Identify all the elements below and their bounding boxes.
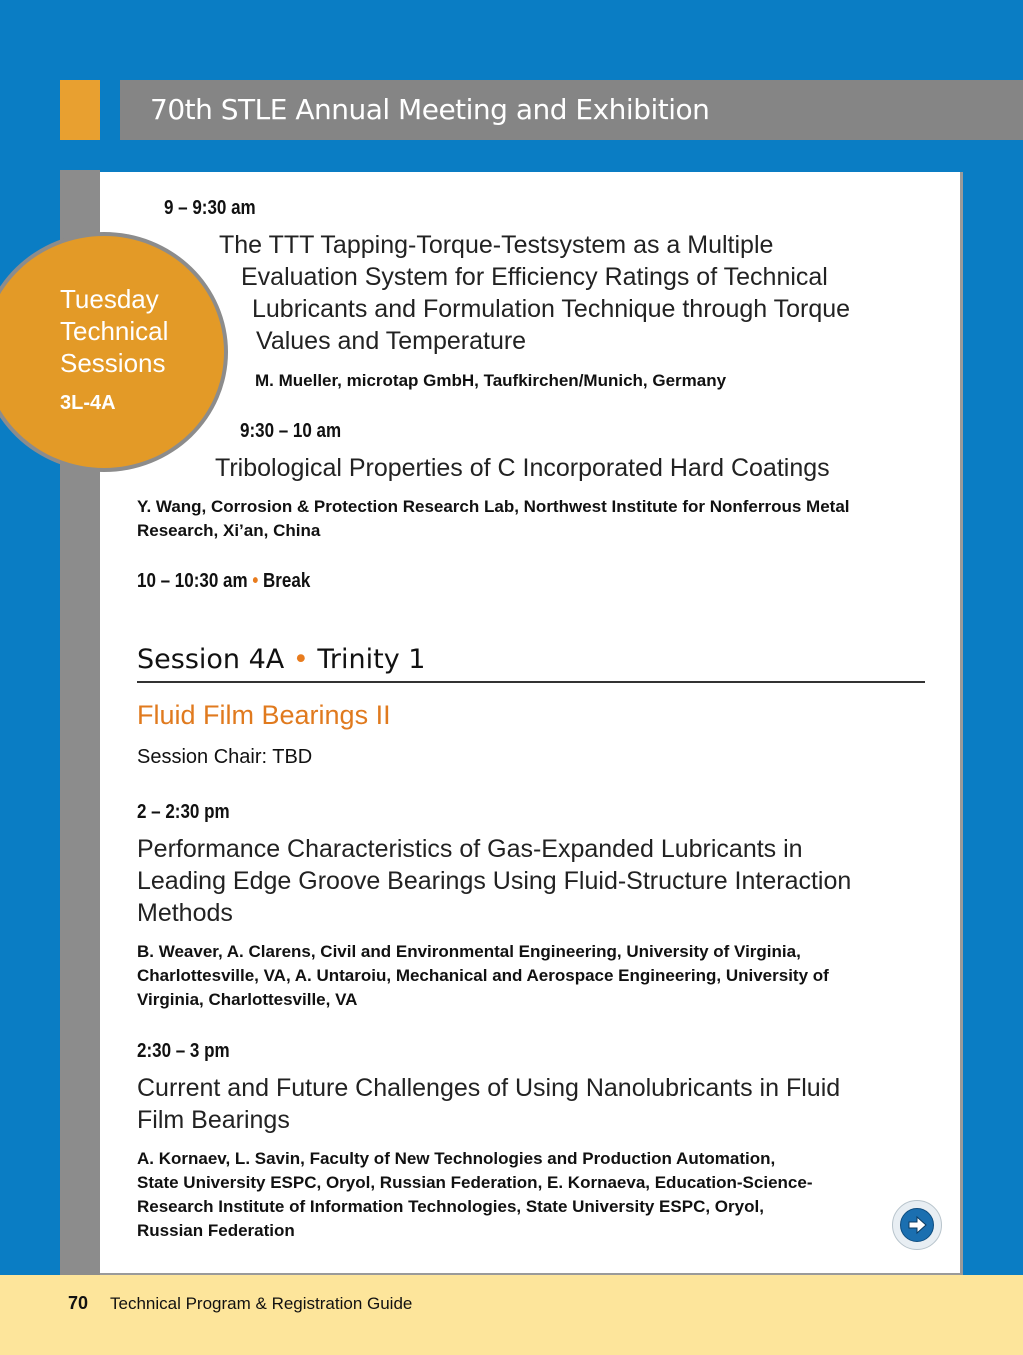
talk-title-line: Performance Characteristics of Gas-Expanded Lubricants in <box>137 835 803 863</box>
talk-authors-line: Russian Federation <box>137 1221 295 1240</box>
talk-title-line: Tribological Properties of C Incorporated Hard Coatings <box>215 454 830 482</box>
section-divider <box>137 681 925 683</box>
talk-authors-line: Virginia, Charlottesville, VA <box>137 990 358 1009</box>
page-header <box>120 80 1023 140</box>
talk-authors-line: Research Institute of Information Technologies, State University ESPC, Oryol, <box>137 1197 764 1216</box>
session-chair: Session Chair: TBD <box>137 746 313 768</box>
talk-title-line: Evaluation System for Efficiency Ratings of Technical <box>241 263 828 291</box>
header-title: 70th STLE Annual Meeting and Exhibition <box>150 93 710 126</box>
talk-time: 9:30 – 10 am <box>240 420 342 442</box>
talk-title-line: Film Bearings <box>137 1106 290 1134</box>
badge-title: Tuesday Technical Sessions <box>60 284 169 378</box>
break-time: 10 – 10:30 am <box>137 570 248 592</box>
talk-authors-line: B. Weaver, A. Clarens, Civil and Environmental Engineering, University of Virginia, <box>137 942 801 961</box>
talk-authors-line: Charlottesville, VA, A. Untaroiu, Mechanical and Aerospace Engineering, University of <box>137 966 829 985</box>
footer-title: Technical Program & Registration Guide <box>110 1294 413 1313</box>
talk-time: 2:30 – 3 pm <box>137 1040 230 1062</box>
talk-title-line: The TTT Tapping-Torque-Testsystem as a Multiple <box>219 231 774 259</box>
badge-code: 3L-4A <box>60 392 116 414</box>
talk-authors-line: Y. Wang, Corrosion & Protection Research Lab, Northwest Institute for Nonferrous Metal <box>137 497 850 516</box>
session-topic: Fluid Film Bearings II <box>137 700 391 730</box>
bullet: • <box>252 570 259 592</box>
talk-time: 2 – 2:30 pm <box>137 801 230 823</box>
talk-title-line: Values and Temperature <box>256 327 527 355</box>
bullet: • <box>292 644 309 675</box>
talk-authors-line: State University ESPC, Oryol, Russian Federation, E. Kornaeva, Education-Science- <box>137 1173 813 1192</box>
session-room: Trinity 1 <box>317 644 426 675</box>
next-page-button[interactable] <box>892 1200 942 1250</box>
break-label: Break <box>263 570 311 592</box>
page-number: 70 <box>68 1293 89 1313</box>
header-accent <box>60 80 100 140</box>
talk-title-line: Methods <box>137 899 233 927</box>
talk-time: 9 – 9:30 am <box>164 197 256 219</box>
talk-authors-line: A. Kornaev, L. Savin, Faculty of New Technologies and Production Automation, <box>137 1149 776 1168</box>
talk-authors-line: M. Mueller, microtap GmbH, Taufkirchen/Munich, Germany <box>255 371 727 390</box>
talk-title-line: Lubricants and Formulation Technique through Torque <box>252 295 851 323</box>
break-row <box>137 570 310 593</box>
session-heading <box>137 644 425 675</box>
talk-authors-line: Research, Xi’an, China <box>137 521 321 540</box>
page-footer <box>0 1275 1023 1355</box>
arrow-right-icon <box>900 1208 934 1242</box>
talk-title-line: Leading Edge Groove Bearings Using Fluid-Structure Interaction <box>137 867 852 895</box>
session-name: Session 4A <box>137 644 285 675</box>
talk-title-line: Current and Future Challenges of Using Nanolubricants in Fluid <box>137 1074 841 1102</box>
